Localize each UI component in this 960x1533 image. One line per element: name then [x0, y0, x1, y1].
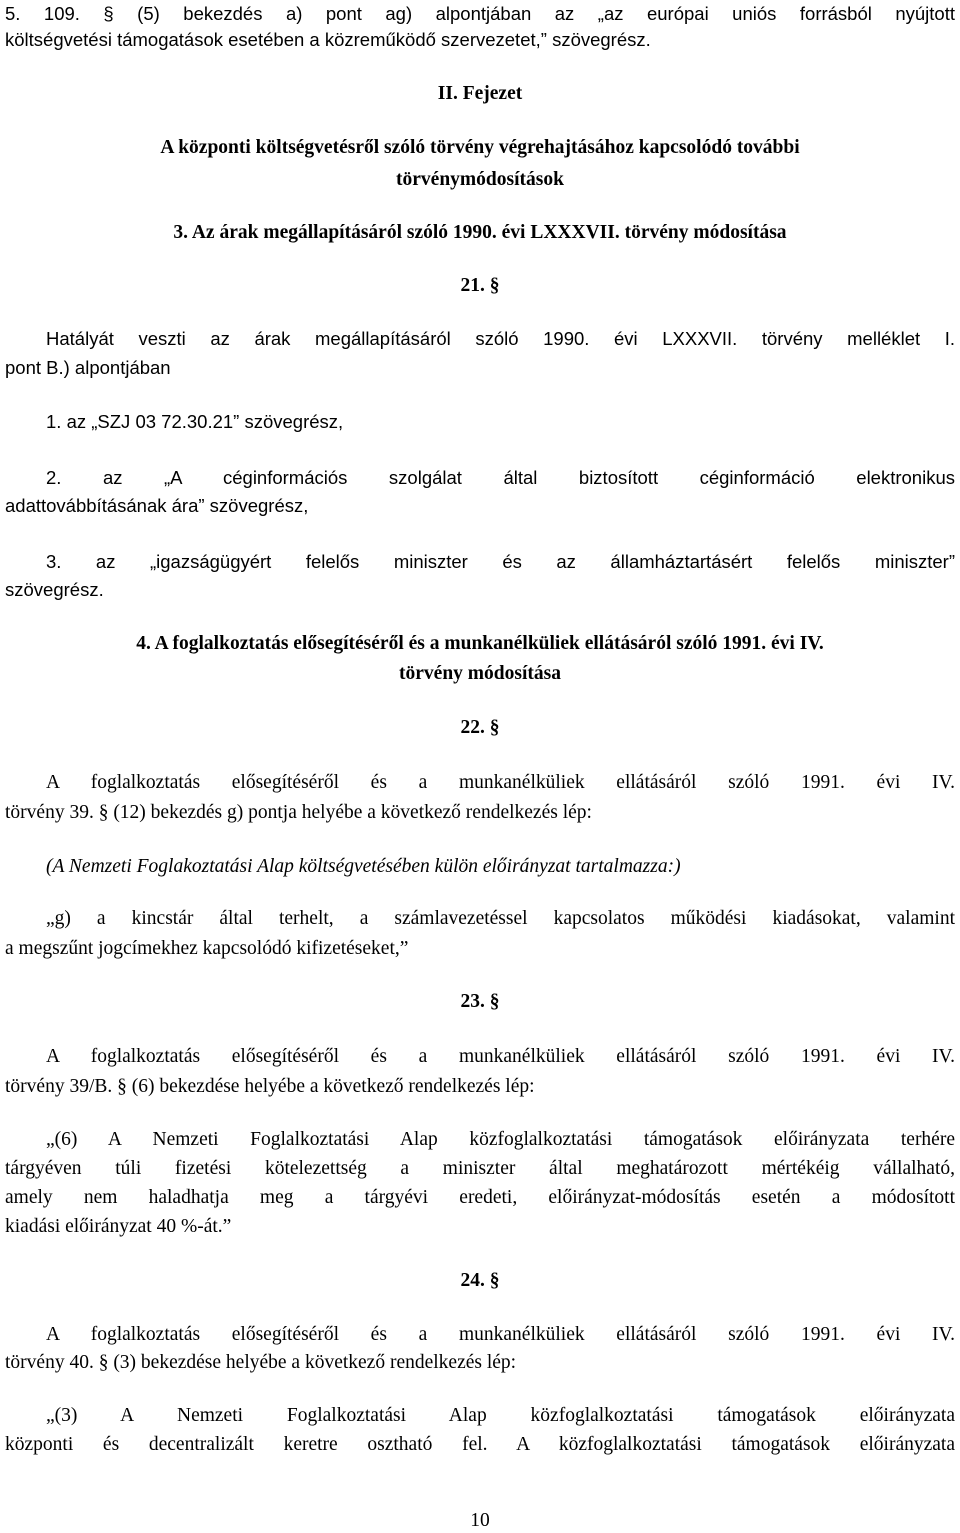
text-line: törvény 39/B. § (6) bekezdése helyébe a következő rendelkezés lép: [5, 1076, 535, 1097]
list-item: 2. az „A céginformációs szolgálat által biztosított céginformáció elektronikus [46, 467, 955, 488]
section-number: 23. § [460, 991, 500, 1012]
text-line: amely nem haladhatja meg a tárgyévi eredeti, előirányzat-módosítás esetén a módosított [5, 1187, 955, 1208]
chapter-title: törvénymódosítások [396, 169, 564, 190]
text-line: 5. 109. § (5) bekezdés a) pont ag) alpontjában az „az európai uniós forrásból nyújtott [5, 3, 955, 24]
chapter-heading: II. Fejezet [437, 83, 523, 104]
text-line: kiadási előirányzat 40 %-át.” [5, 1216, 232, 1237]
section-number: 21. § [460, 275, 500, 296]
subtitle-heading: törvény módosítása [399, 663, 561, 684]
text-line: A foglalkoztatás elősegítéséről és a munkanélküliek ellátásáról szóló 1991. évi IV. [46, 1324, 955, 1345]
text-line: törvény 40. § (3) bekezdése helyébe a következő rendelkezés lép: [5, 1352, 517, 1373]
list-item: 1. az „SZJ 03 72.30.21” szövegrész, [46, 411, 344, 432]
text-line: „g) a kincstár által terhelt, a számlavezetéssel kapcsolatos működési kiadásokat, valamint [46, 908, 955, 929]
text-line: költségvetési támogatások esetében a közreműködő szervezetet,” szövegrész. [5, 29, 651, 50]
text-line: tárgyéven túli fizetési kötelezettség a miniszter által meghatározott mértékéig vállalható, [5, 1158, 955, 1179]
text-line: szövegrész. [5, 579, 104, 600]
text-line: a megszűnt jogcímekhez kapcsolódó kifizetéseket,” [5, 938, 409, 959]
text-line: Hatályát veszti az árak megállapításáról szóló 1990. évi LXXXVII. törvény melléklet I. [46, 328, 955, 349]
section-number: 24. § [460, 1270, 500, 1291]
chapter-title: A központi költségvetésről szóló törvény végrehajtásához kapcsolódó további [160, 137, 800, 158]
subtitle-heading: 3. Az árak megállapításáról szóló 1990. évi LXXXVII. törvény módosítása [173, 222, 787, 243]
text-line: adattovábbításának ára” szövegrész, [5, 495, 309, 516]
text-line: (A Nemzeti Foglakoztatási Alap költségvetésében külön előirányzat tartalmazza:) [46, 856, 681, 877]
text-line: pont B.) alpontjában [5, 357, 171, 378]
list-item: 3. az „igazságügyért felelős miniszter és az államháztartásért felelős miniszter” [46, 551, 955, 572]
text-line: „(6) A Nemzeti Foglalkoztatási Alap közfoglalkoztatási támogatások előirányzata terhére [46, 1129, 955, 1150]
section-number: 22. § [460, 717, 500, 738]
text-line: A foglalkoztatás elősegítéséről és a munkanélküliek ellátásáról szóló 1991. évi IV. [46, 772, 955, 793]
text-line: törvény 39. § (12) bekezdés g) pontja helyébe a következő rendelkezés lép: [5, 802, 592, 823]
subtitle-heading: 4. A foglalkoztatás elősegítéséről és a munkanélküliek ellátásáról szóló 1991. évi IV. [136, 633, 824, 654]
page-number: 10 [470, 1510, 490, 1531]
text-line: központi és decentralizált keretre osztható fel. A közfoglalkoztatási támogatások előirányzata [5, 1434, 955, 1455]
text-line: A foglalkoztatás elősegítéséről és a munkanélküliek ellátásáról szóló 1991. évi IV. [46, 1046, 955, 1067]
text-line: „(3) A Nemzeti Foglalkoztatási Alap közfoglalkoztatási támogatások előirányzata [46, 1405, 955, 1426]
